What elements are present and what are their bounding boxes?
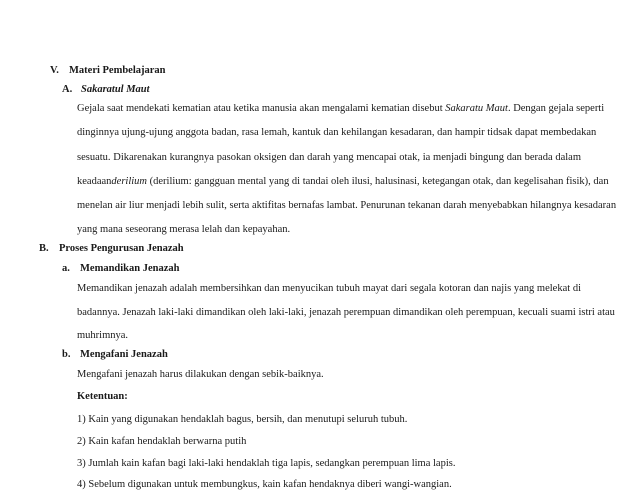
sub-b-b-title: Mengafani Jenazah [80, 349, 168, 360]
section-v-number: V. [50, 65, 59, 76]
list-item: 2) Kain kafan hendaklah berwarna putih [77, 436, 247, 447]
sub-b-b-number: b. [62, 349, 71, 360]
list-item: 1) Kain yang digunakan hendaklah bagus, bersih, dan menutupi seluruh tubuh. [77, 414, 408, 425]
sub-a-line-3: sesuatu. Dikarenakan kurangnya pasokan oksigen dan darah yang mencapai otak, ia menjadi bingung dan berada dalam [77, 152, 581, 163]
ketentuan-label: Ketentuan: [77, 391, 128, 402]
list-item: 3) Jumlah kain kafan bagi laki-laki hendaklah tiga lapis, sedangkan perempuan lima lapis. [77, 458, 456, 469]
sub-b-a-line-2: badannya. Jenazah laki-laki dimandikan oleh laki-laki, jenazah perempuan dimandikan oleh perempuan, kecuali suami istri atau [77, 307, 615, 318]
sub-a-line-5: menelan air liur menjadi lebih sulit, serta aktifitas bernafas lambat. Penurunan tekanan darah menyebabkan hilangnya kesadaran [77, 200, 617, 211]
sub-a-line-1: Gejala saat mendekati kematian atau ketika manusia akan mengalami kematian disebut Sakaratu Maut. Dengan gejala seperti [77, 103, 605, 114]
sub-a-line-6: yang mana seseorang merasa lelah dan kepayahan. [77, 224, 291, 235]
sub-a-line-4: keadaanderilium (derilium: gangguan mental yang di tandai oleh ilusi, halusinasi, ketegangan otak, dan kegelisahan fisik), dan [77, 176, 609, 187]
section-b-title: Proses Pengurusan Jenazah [59, 243, 184, 254]
sub-a-number: A. [62, 84, 73, 95]
list-item: 4) Sebelum digunakan untuk membungkus, kain kafan hendaknya diberi wangi-wangian. [77, 479, 452, 490]
sub-a-line-2: dinginnya ujung-ujung anggota badan, rasa lemah, kantuk dan kehilangan kesadaran, dan hampir tidsak dapat membedakan [77, 127, 597, 138]
sub-b-a-line-3: muhrimnya. [77, 330, 129, 341]
section-v-title: Materi Pembelajaran [69, 65, 166, 76]
section-b-number: B. [39, 243, 49, 254]
sub-b-a-line-1: Memandikan jenazah adalah membersihkan dan menyucikan tubuh mayat dari segala kotoran dan najis yang melekat di [77, 283, 581, 294]
sub-b-b-intro: Mengafani jenazah harus dilakukan dengan sebik-baiknya. [77, 369, 324, 380]
sub-b-a-title: Memandikan Jenazah [80, 263, 180, 274]
sub-a-title: Sakaratul Maut [81, 84, 150, 95]
sub-b-a-number: a. [62, 263, 70, 274]
